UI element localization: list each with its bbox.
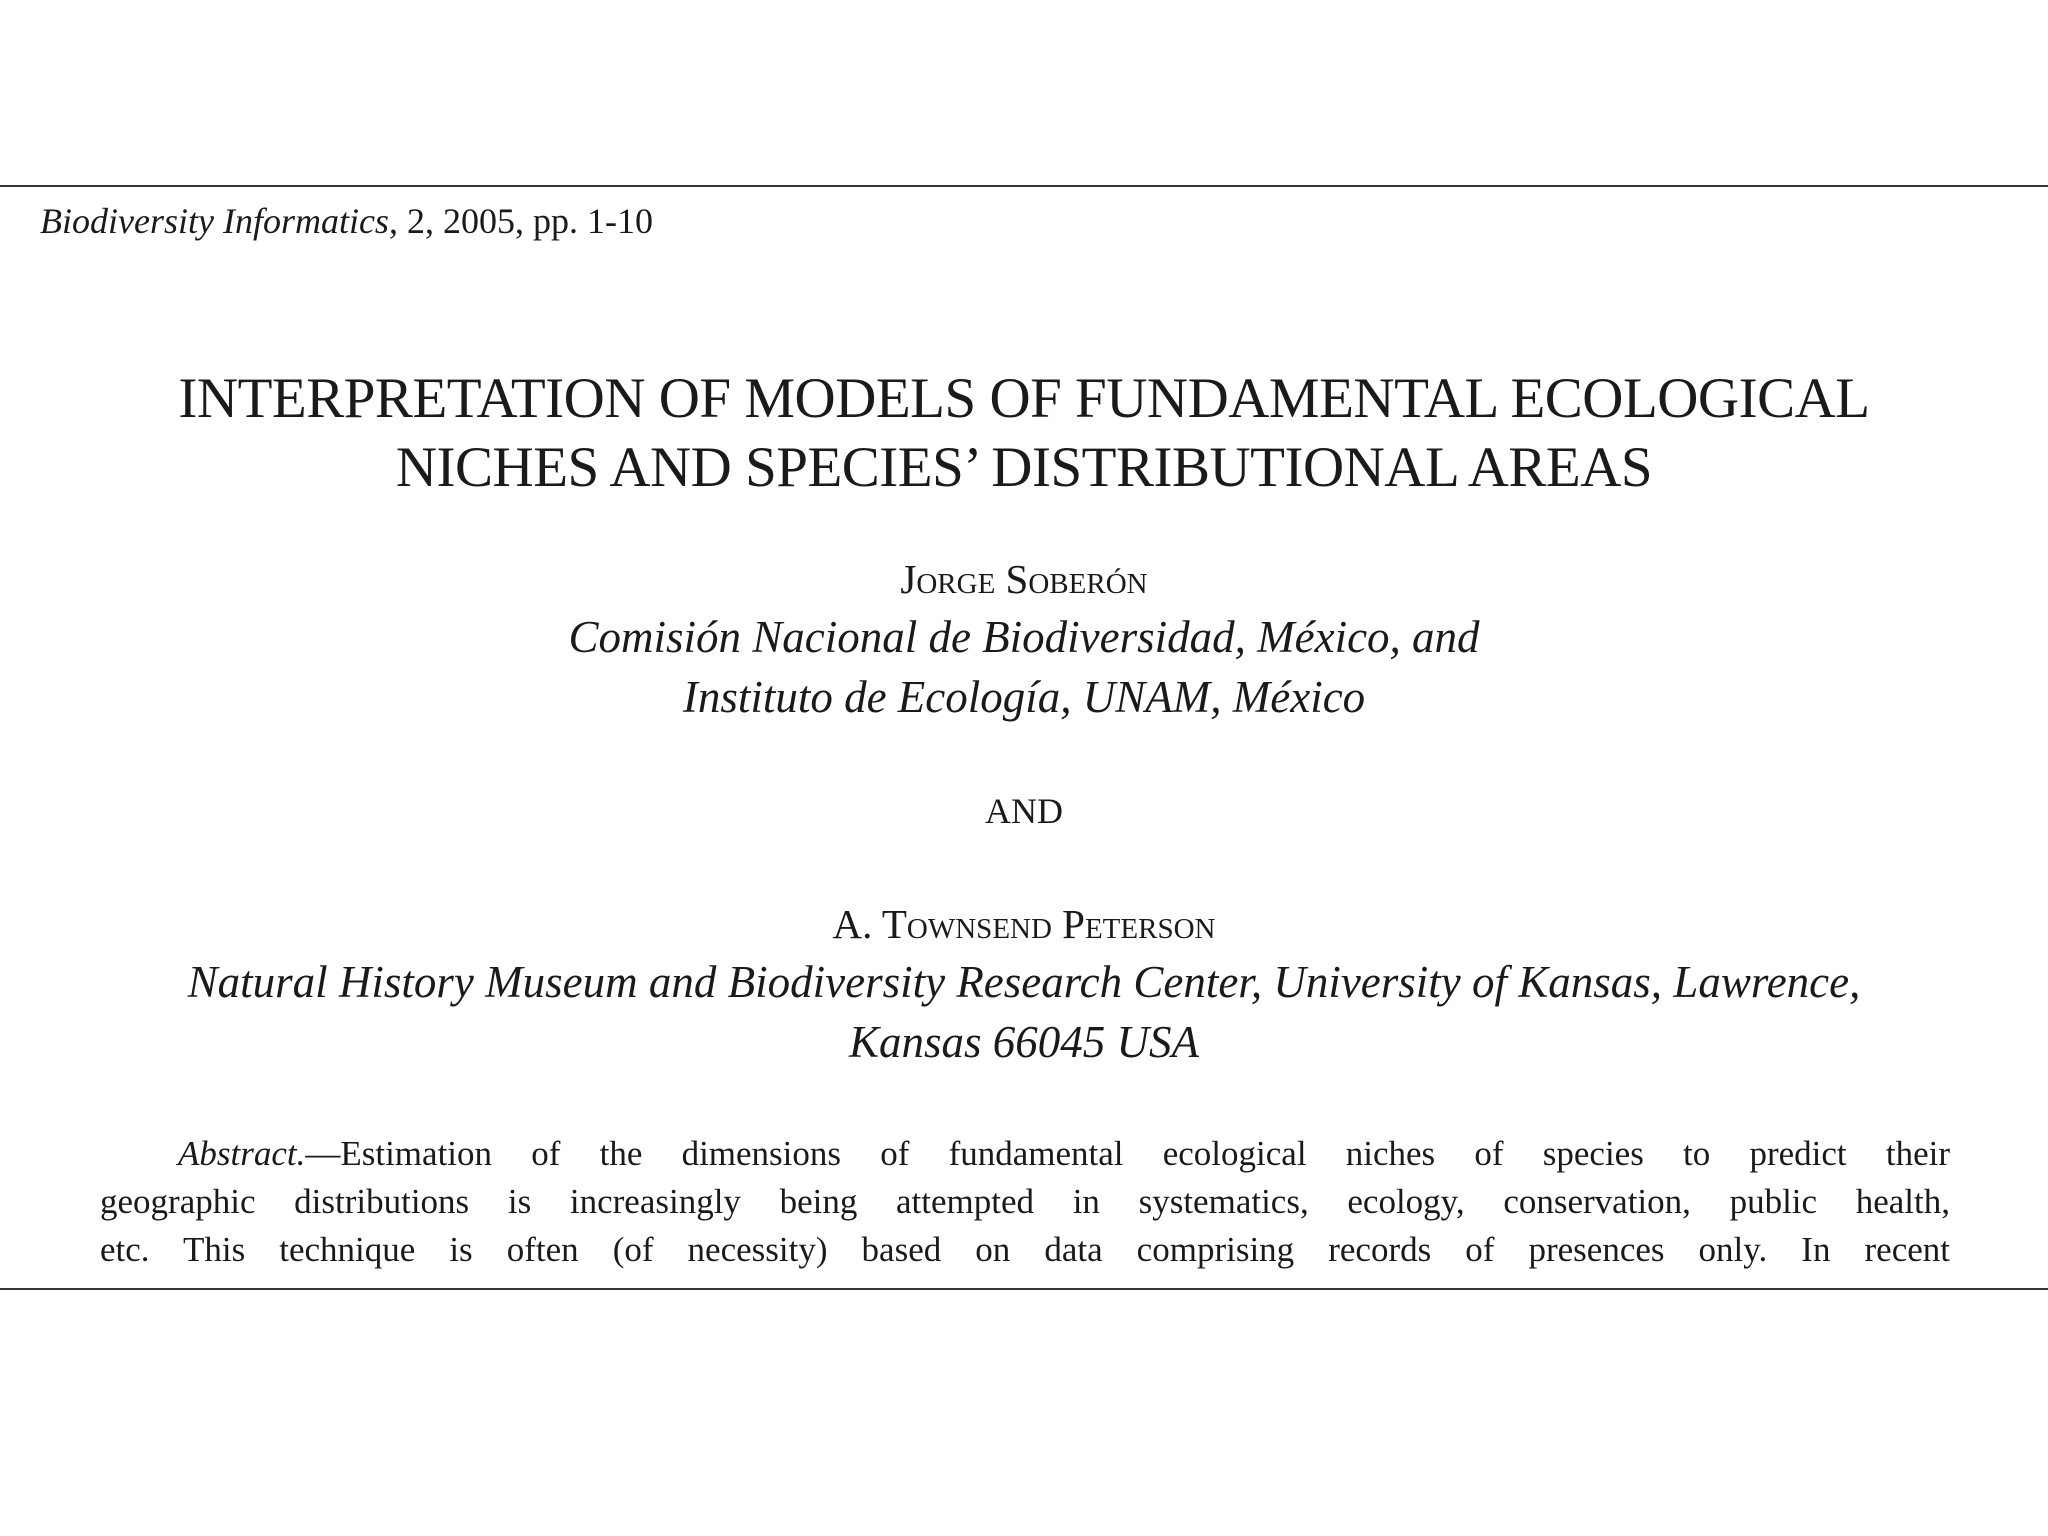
author-name-1: Jorge Soberón (900, 556, 1148, 602)
journal-details: , 2, 2005, pp. 1-10 (388, 201, 653, 241)
author-affiliation-1 (0, 607, 2048, 727)
paper-title (0, 364, 2048, 502)
abstract-line: etc. This technique is often (of necessity) based on data comprising records of presences only. In recent (100, 1230, 1950, 1269)
running-head (40, 200, 653, 242)
title-line-1: INTERPRETATION OF MODELS OF FUNDAMENTAL ECOLOGICAL (178, 367, 1870, 430)
abstract-line (100, 1130, 1950, 1178)
abstract-lead: Abstract. (178, 1134, 306, 1173)
affiliation-line: Kansas 66045 USA (848, 1017, 1200, 1067)
author-name-2: A. Townsend Peterson (832, 901, 1216, 947)
author-affiliation-2 (0, 952, 2048, 1072)
affiliation-line: Comisión Nacional de Biodiversidad, México, and (568, 612, 1480, 662)
author-conjunction: AND (985, 791, 1063, 831)
affiliation-line: Instituto de Ecología, UNAM, México (682, 672, 1366, 722)
abstract-text: —Estimation of the dimensions of fundamental ecological niches of species to predict their (305, 1134, 1950, 1173)
title-line-2: NICHES AND SPECIES’ DISTRIBUTIONAL AREAS (395, 436, 1653, 499)
bottom-divider (0, 1288, 2048, 1290)
abstract (100, 1130, 1950, 1274)
abstract-line: geographic distributions is increasingly being attempted in systematics, ecology, conservation, public health, (100, 1182, 1950, 1221)
page-viewport[interactable] (0, 187, 2048, 1288)
journal-name: Biodiversity Informatics (40, 201, 389, 241)
affiliation-line: Natural History Museum and Biodiversity Research Center, University of Kansas, Lawrence, (187, 957, 1861, 1007)
